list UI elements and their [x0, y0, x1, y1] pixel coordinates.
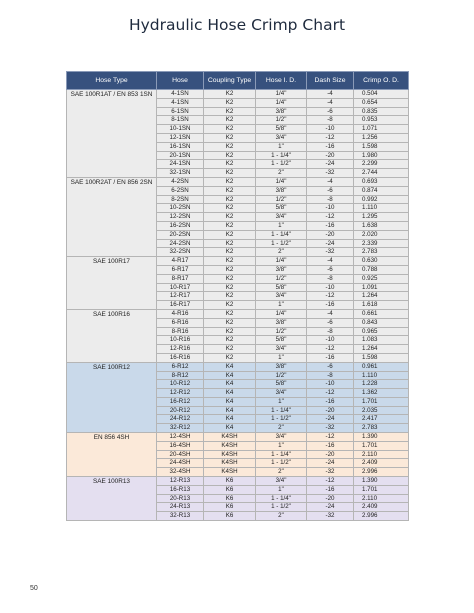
- dash-size-cell: -12: [307, 345, 354, 354]
- hose-id-cell: 1 - 1/2": [256, 503, 307, 512]
- coupling-type-cell: K2: [204, 142, 256, 151]
- crimp-od-cell: 1.091: [354, 283, 409, 292]
- crimp-od-cell: 0.874: [354, 186, 409, 195]
- dash-size-cell: -16: [307, 142, 354, 151]
- hose-id-cell: 1/4": [256, 257, 307, 266]
- dash-size-cell: -8: [307, 195, 354, 204]
- hose-cell: 12-R16: [157, 345, 204, 354]
- hose-id-cell: 1": [256, 142, 307, 151]
- coupling-type-cell: K4SH: [204, 459, 256, 468]
- crimp-od-cell: 1.701: [354, 441, 409, 450]
- hose-id-cell: 3/8": [256, 362, 307, 371]
- dash-size-cell: -4: [307, 177, 354, 186]
- dash-size-cell: -6: [307, 318, 354, 327]
- table-row: [67, 433, 409, 442]
- dash-size-cell: -12: [307, 433, 354, 442]
- crimp-od-cell: 0.953: [354, 116, 409, 125]
- coupling-type-cell: K2: [204, 177, 256, 186]
- hose-cell: 16-2SN: [157, 221, 204, 230]
- dash-size-cell: -6: [307, 362, 354, 371]
- hose-id-cell: 5/8": [256, 125, 307, 134]
- crimp-od-cell: 2.409: [354, 503, 409, 512]
- dash-size-cell: -20: [307, 151, 354, 160]
- coupling-type-cell: K4: [204, 380, 256, 389]
- crimp-od-cell: 0.965: [354, 327, 409, 336]
- dash-size-cell: -12: [307, 477, 354, 486]
- hose-id-cell: 1": [256, 441, 307, 450]
- hose-cell: 10-1SN: [157, 125, 204, 134]
- coupling-type-cell: K4: [204, 415, 256, 424]
- hose-cell: 20-4SH: [157, 450, 204, 459]
- crimp-od-cell: 1.083: [354, 336, 409, 345]
- crimp-od-cell: 1.071: [354, 125, 409, 134]
- hose-id-cell: 5/8": [256, 380, 307, 389]
- header-dash-size: Dash Size: [307, 72, 354, 90]
- coupling-type-cell: K2: [204, 257, 256, 266]
- hose-id-cell: 1 - 1/2": [256, 459, 307, 468]
- crimp-od-cell: 1.618: [354, 301, 409, 310]
- coupling-type-cell: K2: [204, 274, 256, 283]
- hose-id-cell: 2": [256, 169, 307, 178]
- hose-cell: 16-R16: [157, 353, 204, 362]
- coupling-type-cell: K2: [204, 221, 256, 230]
- coupling-type-cell: K2: [204, 301, 256, 310]
- hose-id-cell: 1 - 1/2": [256, 160, 307, 169]
- hose-type-cell: EN 856 4SH: [67, 433, 157, 477]
- hose-cell: 16-4SH: [157, 441, 204, 450]
- dash-size-cell: -4: [307, 309, 354, 318]
- coupling-type-cell: K4: [204, 406, 256, 415]
- hose-cell: 12-2SN: [157, 213, 204, 222]
- coupling-type-cell: K4: [204, 397, 256, 406]
- crimp-od-cell: 0.693: [354, 177, 409, 186]
- coupling-type-cell: K2: [204, 204, 256, 213]
- hose-cell: 4-1SN: [157, 90, 204, 99]
- table-row: [67, 477, 409, 486]
- hose-cell: 32-2SN: [157, 248, 204, 257]
- hose-cell: 6-R16: [157, 318, 204, 327]
- hose-id-cell: 3/4": [256, 477, 307, 486]
- coupling-type-cell: K4SH: [204, 450, 256, 459]
- crimp-od-cell: 0.843: [354, 318, 409, 327]
- coupling-type-cell: K4: [204, 371, 256, 380]
- dash-size-cell: -6: [307, 186, 354, 195]
- hose-cell: 32-4SH: [157, 468, 204, 477]
- hose-id-cell: 3/8": [256, 318, 307, 327]
- hose-id-cell: 3/4": [256, 213, 307, 222]
- coupling-type-cell: K4SH: [204, 433, 256, 442]
- crimp-od-cell: 0.630: [354, 257, 409, 266]
- hose-cell: 32-R13: [157, 512, 204, 521]
- hose-cell: 12-R13: [157, 477, 204, 486]
- hose-id-cell: 3/4": [256, 292, 307, 301]
- hose-id-cell: 3/8": [256, 265, 307, 274]
- coupling-type-cell: K6: [204, 503, 256, 512]
- crimp-od-cell: 1.264: [354, 345, 409, 354]
- hose-id-cell: 1/4": [256, 177, 307, 186]
- dash-size-cell: -8: [307, 274, 354, 283]
- dash-size-cell: -4: [307, 257, 354, 266]
- hose-id-cell: 1/2": [256, 327, 307, 336]
- crimp-od-cell: 2.417: [354, 415, 409, 424]
- crimp-od-cell: 0.925: [354, 274, 409, 283]
- coupling-type-cell: K2: [204, 133, 256, 142]
- dash-size-cell: -24: [307, 239, 354, 248]
- crimp-od-cell: 1.598: [354, 142, 409, 151]
- hose-cell: 16-R12: [157, 397, 204, 406]
- hose-id-cell: 1 - 1/4": [256, 450, 307, 459]
- page-number: 50: [30, 585, 38, 592]
- hose-cell: 10-2SN: [157, 204, 204, 213]
- table-row: [67, 309, 409, 318]
- coupling-type-cell: K2: [204, 160, 256, 169]
- hose-cell: 8-1SN: [157, 116, 204, 125]
- table-row: [67, 90, 409, 99]
- coupling-type-cell: K2: [204, 336, 256, 345]
- hose-cell: 24-R12: [157, 415, 204, 424]
- hose-id-cell: 1/4": [256, 90, 307, 99]
- hose-id-cell: 3/4": [256, 433, 307, 442]
- hose-id-cell: 1 - 1/4": [256, 406, 307, 415]
- dash-size-cell: -6: [307, 265, 354, 274]
- crimp-od-cell: 1.701: [354, 397, 409, 406]
- coupling-type-cell: K4SH: [204, 441, 256, 450]
- hose-id-cell: 1": [256, 353, 307, 362]
- table-row: [67, 257, 409, 266]
- crimp-od-cell: 2.744: [354, 169, 409, 178]
- coupling-type-cell: K2: [204, 107, 256, 116]
- hose-cell: 16-R13: [157, 485, 204, 494]
- coupling-type-cell: K2: [204, 248, 256, 257]
- crimp-od-cell: 1.256: [354, 133, 409, 142]
- hose-id-cell: 2": [256, 248, 307, 257]
- hose-cell: 20-R13: [157, 494, 204, 503]
- page-title: Hydraulic Hose Crimp Chart: [128, 16, 346, 34]
- hose-cell: 12-4SH: [157, 433, 204, 442]
- hose-cell: 16-R17: [157, 301, 204, 310]
- dash-size-cell: -24: [307, 459, 354, 468]
- dash-size-cell: -24: [307, 415, 354, 424]
- coupling-type-cell: K2: [204, 195, 256, 204]
- hose-cell: 20-R12: [157, 406, 204, 415]
- hose-id-cell: 5/8": [256, 283, 307, 292]
- hose-id-cell: 1 - 1/4": [256, 494, 307, 503]
- hose-cell: 10-R16: [157, 336, 204, 345]
- crimp-od-cell: 1.362: [354, 389, 409, 398]
- crimp-od-cell: 1.701: [354, 485, 409, 494]
- dash-size-cell: -10: [307, 380, 354, 389]
- hose-type-cell: SAE 100R1AT / EN 853 1SN: [67, 90, 157, 178]
- hose-id-cell: 1 - 1/2": [256, 415, 307, 424]
- hose-cell: 24-2SN: [157, 239, 204, 248]
- crimp-od-cell: 2.020: [354, 230, 409, 239]
- crimp-od-cell: 2.783: [354, 248, 409, 257]
- hose-id-cell: 1": [256, 221, 307, 230]
- dash-size-cell: -20: [307, 494, 354, 503]
- hose-id-cell: 1/2": [256, 274, 307, 283]
- dash-size-cell: -32: [307, 248, 354, 257]
- crimp-od-cell: 0.961: [354, 362, 409, 371]
- crimp-chart: [66, 71, 408, 521]
- dash-size-cell: -20: [307, 406, 354, 415]
- crimp-od-cell: 2.110: [354, 494, 409, 503]
- dash-size-cell: -12: [307, 133, 354, 142]
- hose-id-cell: 5/8": [256, 204, 307, 213]
- hose-id-cell: 3/8": [256, 107, 307, 116]
- hose-id-cell: 1/4": [256, 98, 307, 107]
- hose-id-cell: 3/4": [256, 389, 307, 398]
- hose-cell: 12-1SN: [157, 133, 204, 142]
- hose-cell: 16-1SN: [157, 142, 204, 151]
- hose-cell: 10-R17: [157, 283, 204, 292]
- hose-id-cell: 3/4": [256, 133, 307, 142]
- hose-type-cell: SAE 100R17: [67, 257, 157, 310]
- dash-size-cell: -10: [307, 283, 354, 292]
- dash-size-cell: -8: [307, 327, 354, 336]
- dash-size-cell: -6: [307, 107, 354, 116]
- hose-id-cell: 1/2": [256, 116, 307, 125]
- hose-cell: 6-R12: [157, 362, 204, 371]
- crimp-od-cell: 1.228: [354, 380, 409, 389]
- dash-size-cell: -16: [307, 397, 354, 406]
- coupling-type-cell: K6: [204, 477, 256, 486]
- header-hose: Hose: [157, 72, 204, 90]
- dash-size-cell: -16: [307, 301, 354, 310]
- hose-cell: 10-R12: [157, 380, 204, 389]
- crimp-od-cell: 2.035: [354, 406, 409, 415]
- dash-size-cell: -20: [307, 450, 354, 459]
- header-hose-type: Hose Type: [67, 72, 157, 90]
- crimp-od-cell: 0.654: [354, 98, 409, 107]
- coupling-type-cell: K4: [204, 389, 256, 398]
- coupling-type-cell: K2: [204, 151, 256, 160]
- coupling-type-cell: K2: [204, 265, 256, 274]
- hose-cell: 6-R17: [157, 265, 204, 274]
- coupling-type-cell: K6: [204, 494, 256, 503]
- hose-id-cell: 3/8": [256, 186, 307, 195]
- coupling-type-cell: K2: [204, 345, 256, 354]
- dash-size-cell: -16: [307, 485, 354, 494]
- hose-cell: 4-1SN: [157, 98, 204, 107]
- dash-size-cell: -12: [307, 389, 354, 398]
- hose-cell: 4-2SN: [157, 177, 204, 186]
- crimp-od-cell: 1.598: [354, 353, 409, 362]
- hose-id-cell: 5/8": [256, 336, 307, 345]
- hose-id-cell: 1 - 1/2": [256, 239, 307, 248]
- hose-id-cell: 2": [256, 424, 307, 433]
- crimp-od-cell: 2.996: [354, 512, 409, 521]
- hose-id-cell: 1": [256, 397, 307, 406]
- crimp-od-cell: 2.409: [354, 459, 409, 468]
- dash-size-cell: -10: [307, 204, 354, 213]
- crimp-od-cell: 1.390: [354, 433, 409, 442]
- dash-size-cell: -16: [307, 353, 354, 362]
- dash-size-cell: -10: [307, 336, 354, 345]
- crimp-od-cell: 2.110: [354, 450, 409, 459]
- hose-id-cell: 2": [256, 468, 307, 477]
- crimp-od-cell: 0.992: [354, 195, 409, 204]
- hose-cell: 8-2SN: [157, 195, 204, 204]
- crimp-od-cell: 1.390: [354, 477, 409, 486]
- dash-size-cell: -24: [307, 503, 354, 512]
- header-row: [67, 72, 409, 90]
- hose-cell: 12-R12: [157, 389, 204, 398]
- table-row: [67, 177, 409, 186]
- hose-cell: 6-1SN: [157, 107, 204, 116]
- dash-size-cell: -12: [307, 292, 354, 301]
- table-body: [67, 90, 409, 521]
- hose-cell: 20-1SN: [157, 151, 204, 160]
- crimp-od-cell: 0.661: [354, 309, 409, 318]
- crimp-od-cell: 2.339: [354, 239, 409, 248]
- hose-id-cell: 2": [256, 512, 307, 521]
- hose-type-cell: SAE 100R13: [67, 477, 157, 521]
- crimp-od-cell: 2.783: [354, 424, 409, 433]
- hose-cell: 8-R16: [157, 327, 204, 336]
- coupling-type-cell: K2: [204, 90, 256, 99]
- coupling-type-cell: K2: [204, 213, 256, 222]
- hose-id-cell: 1 - 1/4": [256, 230, 307, 239]
- coupling-type-cell: K2: [204, 327, 256, 336]
- hose-type-cell: SAE 100R2AT / EN 856 2SN: [67, 177, 157, 256]
- coupling-type-cell: K2: [204, 125, 256, 134]
- dash-size-cell: -12: [307, 213, 354, 222]
- hose-cell: 8-R12: [157, 371, 204, 380]
- crimp-od-cell: 2.299: [354, 160, 409, 169]
- hose-cell: 24-R13: [157, 503, 204, 512]
- dash-size-cell: -20: [307, 230, 354, 239]
- crimp-od-cell: 1.638: [354, 221, 409, 230]
- header-crimp-od: Crimp O. D.: [354, 72, 409, 90]
- coupling-type-cell: K4: [204, 362, 256, 371]
- dash-size-cell: -4: [307, 98, 354, 107]
- dash-size-cell: -16: [307, 221, 354, 230]
- coupling-type-cell: K2: [204, 318, 256, 327]
- coupling-type-cell: K4SH: [204, 468, 256, 477]
- hose-id-cell: 1": [256, 301, 307, 310]
- header-coupling-type: Coupling Type: [204, 72, 256, 90]
- header-hose-id: Hose I. D.: [256, 72, 307, 90]
- hose-type-cell: SAE 100R12: [67, 362, 157, 432]
- dash-size-cell: -24: [307, 160, 354, 169]
- coupling-type-cell: K2: [204, 292, 256, 301]
- hose-id-cell: 1/4": [256, 309, 307, 318]
- crimp-od-cell: 2.996: [354, 468, 409, 477]
- hose-cell: 4-R17: [157, 257, 204, 266]
- hose-cell: 32-1SN: [157, 169, 204, 178]
- dash-size-cell: -10: [307, 125, 354, 134]
- dash-size-cell: -4: [307, 90, 354, 99]
- crimp-od-cell: 1.295: [354, 213, 409, 222]
- coupling-type-cell: K2: [204, 353, 256, 362]
- hose-id-cell: 1 - 1/4": [256, 151, 307, 160]
- crimp-od-cell: 0.504: [354, 90, 409, 99]
- coupling-type-cell: K2: [204, 309, 256, 318]
- hose-type-cell: SAE 100R16: [67, 309, 157, 362]
- crimp-table: [66, 71, 409, 521]
- hose-cell: 12-R17: [157, 292, 204, 301]
- coupling-type-cell: K4: [204, 424, 256, 433]
- crimp-od-cell: 1.980: [354, 151, 409, 160]
- hose-id-cell: 1": [256, 485, 307, 494]
- coupling-type-cell: K2: [204, 98, 256, 107]
- coupling-type-cell: K2: [204, 186, 256, 195]
- dash-size-cell: -8: [307, 116, 354, 125]
- hose-id-cell: 3/4": [256, 345, 307, 354]
- hose-cell: 6-2SN: [157, 186, 204, 195]
- dash-size-cell: -32: [307, 468, 354, 477]
- coupling-type-cell: K2: [204, 116, 256, 125]
- crimp-od-cell: 0.788: [354, 265, 409, 274]
- hose-id-cell: 1/2": [256, 371, 307, 380]
- coupling-type-cell: K2: [204, 169, 256, 178]
- dash-size-cell: -32: [307, 512, 354, 521]
- dash-size-cell: -8: [307, 371, 354, 380]
- dash-size-cell: -32: [307, 424, 354, 433]
- hose-id-cell: 1/2": [256, 195, 307, 204]
- coupling-type-cell: K2: [204, 230, 256, 239]
- crimp-od-cell: 1.110: [354, 204, 409, 213]
- dash-size-cell: -32: [307, 169, 354, 178]
- crimp-od-cell: 1.110: [354, 371, 409, 380]
- hose-cell: 20-2SN: [157, 230, 204, 239]
- coupling-type-cell: K6: [204, 512, 256, 521]
- dash-size-cell: -16: [307, 441, 354, 450]
- coupling-type-cell: K6: [204, 485, 256, 494]
- hose-cell: 4-R16: [157, 309, 204, 318]
- crimp-od-cell: 0.835: [354, 107, 409, 116]
- table-row: [67, 362, 409, 371]
- hose-cell: 32-R12: [157, 424, 204, 433]
- hose-cell: 24-1SN: [157, 160, 204, 169]
- crimp-od-cell: 1.264: [354, 292, 409, 301]
- coupling-type-cell: K2: [204, 239, 256, 248]
- hose-cell: 8-R17: [157, 274, 204, 283]
- hose-cell: 24-4SH: [157, 459, 204, 468]
- coupling-type-cell: K2: [204, 283, 256, 292]
